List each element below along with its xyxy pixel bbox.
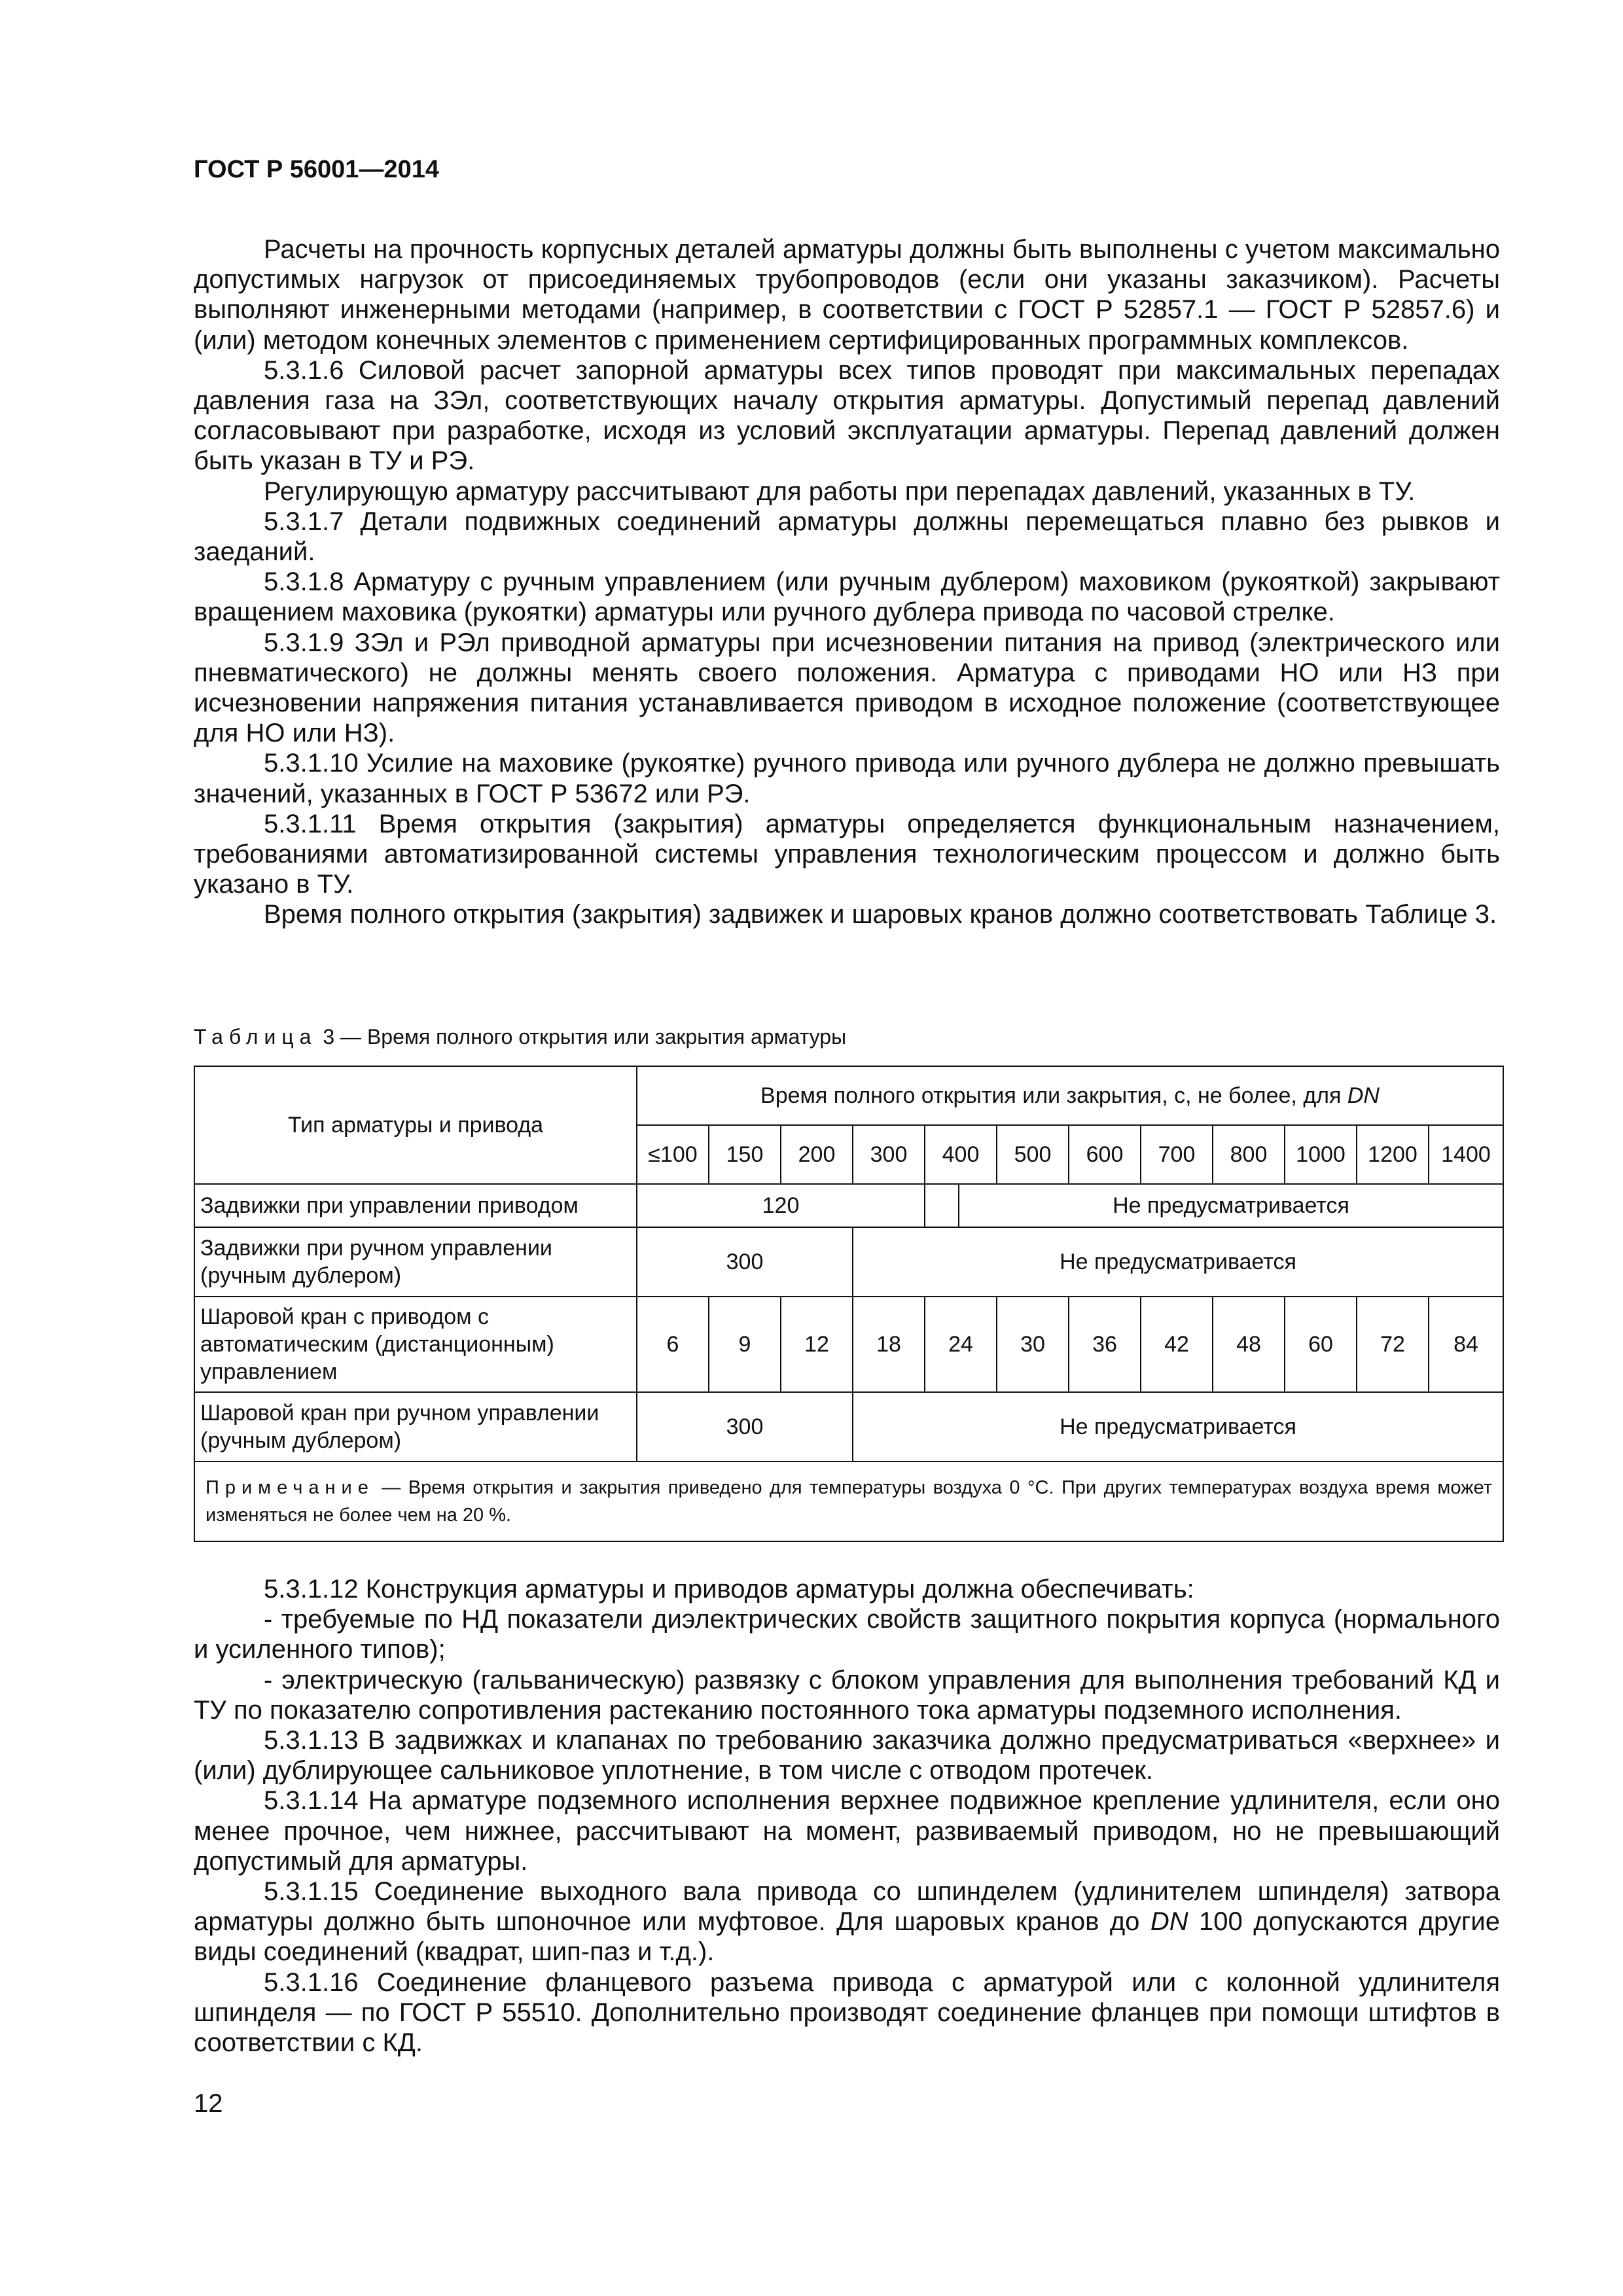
- table-row: [194, 1184, 1503, 1227]
- table-note-text: — Время открытия и закрытия приведено для температуры воздуха 0 °С. При других температурах воздуха время может изменяться не более чем на 20 %.: [205, 1477, 1492, 1526]
- dn-cell: 500: [997, 1125, 1069, 1184]
- body-text-lower: [194, 1574, 1500, 2058]
- row-cell: 72: [1357, 1297, 1429, 1392]
- list-item: - требуемые по НД показатели диэлектрических свойств защитного покрытия корпуса (нормального и усиленного типов);: [194, 1605, 1500, 1664]
- paragraph: 5.3.1.13 В задвижках и клапанах по требованию заказчика должно предусматриваться «верхнее» и (или) дублирующее сальниковое уплотнение, в том числе с отводом протечек.: [194, 1726, 1500, 1785]
- paragraph: 5.3.1.8 Арматуру с ручным управлением (или ручным дублером) маховиком (рукояткой) закрывают вращением маховика (рукоятки) арматуры или ручного дублера привода по часовой стрелке.: [194, 567, 1500, 627]
- group-header-dn: DN: [1347, 1083, 1380, 1108]
- dn-cell: 200: [781, 1125, 853, 1184]
- paragraph-part: 100 допускаются другие виды соединений (квадрат, шип-паз и т.д.).: [194, 1907, 1501, 1967]
- table-header-row: [194, 1066, 1503, 1125]
- paragraph: 5.3.1.11 Время открытия (закрытия) арматуры определяется функциональным назначением, требованиями автоматизированной системы управления технологическим процессом и должно быть указано в ТУ.: [194, 809, 1500, 899]
- row-cell: 36: [1069, 1297, 1141, 1392]
- dn-cell: 600: [1069, 1125, 1141, 1184]
- row-label: Задвижки при управлении приводом: [194, 1184, 637, 1227]
- row-cell: 6: [637, 1297, 709, 1392]
- group-header-text: Время полного открытия или закрытия, с, не более, для: [760, 1083, 1347, 1108]
- row-cell: 60: [1285, 1297, 1357, 1392]
- dn-cell: 1400: [1429, 1125, 1503, 1184]
- time-table: [194, 1066, 1504, 1542]
- row-cell: 42: [1141, 1297, 1213, 1392]
- table-caption: [194, 1025, 846, 1049]
- row-na: Не предусматривается: [853, 1392, 1503, 1462]
- dn-cell: 300: [853, 1125, 925, 1184]
- row-value: 300: [637, 1227, 853, 1297]
- row-value: 300: [637, 1392, 853, 1462]
- table-row: [194, 1392, 1503, 1462]
- dn-cell: 800: [1213, 1125, 1285, 1184]
- list-item: - электрическую (гальваническую) развязку с блоком управления для выполнения требований КД и ТУ по показателю сопротивления растеканию постоянного тока арматуры подземного исполнения.: [194, 1665, 1500, 1725]
- table-note-row: [194, 1462, 1503, 1541]
- paragraph: Регулирующую арматуру рассчитывают для работы при перепадах давлений, указанных в ТУ.: [264, 476, 1416, 506]
- table-note-label: Примечание: [205, 1477, 374, 1498]
- table-note: [194, 1462, 1503, 1541]
- paragraph: 5.3.1.7 Детали подвижных соединений арматуры должны перемещаться плавно без рывков и заеданий.: [194, 507, 1500, 567]
- paragraph: Время полного открытия (закрытия) задвижек и шаровых кранов должно соответствовать Таблице 3.: [264, 900, 1497, 929]
- row-cell: 9: [709, 1297, 781, 1392]
- row-label: Шаровой кран при ручном управлении (ручным дублером): [194, 1392, 637, 1462]
- row-label: Задвижки при ручном управлении (ручным дублером): [194, 1227, 637, 1297]
- paragraph: 5.3.1.10 Усилие на маховике (рукоятке) ручного привода или ручного дублера не должно превышать значений, указанных в ГОСТ Р 53672 или РЭ.: [194, 749, 1500, 808]
- col-type-header: Тип арматуры и привода: [194, 1066, 637, 1184]
- row-value-text: 120: [762, 1193, 800, 1218]
- group-header: [637, 1066, 1503, 1125]
- paragraph-part: 5.3.1.15 Соединение выходного вала привода со шпинделем (удлинителем шпинделя) затвора арматуры должно быть шпоночное или муфтовое. Для шаровых кранов до: [194, 1877, 1500, 1937]
- page-number: 12: [194, 2089, 223, 2118]
- paragraph: 5.3.1.16 Соединение фланцевого разъема привода с арматурой или с колонной удлинителя шпинделя — по ГОСТ Р 55510. Дополнительно производят соединение фланцев при помощи штифтов в соответствии с КД.: [194, 1967, 1500, 2058]
- table-row: [194, 1227, 1503, 1297]
- row-na: Не предусматривается: [853, 1227, 1503, 1297]
- dn-cell: 700: [1141, 1125, 1213, 1184]
- paragraph: [194, 1876, 1500, 1967]
- row-value: [637, 1184, 925, 1227]
- paragraph: 5.3.1.6 Силовой расчет запорной арматуры всех типов проводят при максимальных перепадах давления газа на ЗЭл, соответствующих началу открытия арматуры. Допустимый перепад давлений согласовывают при разработке, исходя из условий эксплуатации арматуры. Перепад давлений должен быть указан в ТУ и РЭ.: [194, 355, 1500, 476]
- row-cell: 18: [853, 1297, 925, 1392]
- row-cell: 84: [1429, 1297, 1503, 1392]
- row-na: Не предусматривается: [925, 1184, 1503, 1227]
- document-header: ГОСТ Р 56001—2014: [194, 156, 439, 183]
- body-text-upper: [194, 234, 1500, 930]
- row-value-border: [958, 1183, 959, 1228]
- row-cell: 30: [997, 1297, 1069, 1392]
- dn-cell: 400: [925, 1125, 997, 1184]
- dn-cell: 150: [709, 1125, 781, 1184]
- dn-cell: ≤100: [637, 1125, 709, 1184]
- paragraph: 5.3.1.12 Конструкция арматуры и приводов арматуры должна обеспечивать:: [264, 1575, 1194, 1604]
- table-caption-label: Таблица: [194, 1025, 317, 1049]
- row-cell: 12: [781, 1297, 853, 1392]
- dn-cell: 1200: [1357, 1125, 1429, 1184]
- row-cell: 24: [925, 1297, 997, 1392]
- paragraph: 5.3.1.9 ЗЭл и РЭл приводной арматуры при исчезновении питания на привод (электрического или пневматического) не должны менять своего положения. Арматура с приводами НО или НЗ при исчезновении напряжения питания устанавливается приводом в исходное положение (соответствующее для НО или НЗ).: [194, 628, 1500, 748]
- paragraph: Расчеты на прочность корпусных деталей арматуры должны быть выполнены с учетом максимально допустимых нагрузок от присоединяемых трубопроводов (если они указаны заказчиком). Расчеты выполняют инженерными методами (например, в соответствии с ГОСТ Р 52857.1 — ГОСТ Р 52857.6) и (или) методом конечных элементов с применением сертифицированных программных комплексов.: [194, 235, 1500, 355]
- row-label: Шаровой кран с приводом с автоматическим (дистанционным) управлением: [194, 1297, 637, 1392]
- table-row: [194, 1297, 1503, 1392]
- dn-symbol: DN: [1150, 1907, 1188, 1937]
- paragraph: 5.3.1.14 На арматуре подземного исполнения верхнее подвижное крепление удлинителя, если оно менее прочное, чем нижнее, рассчитывают на момент, развиваемый приводом, но не превышающий допустимый для арматуры.: [194, 1786, 1500, 1876]
- row-cell: 48: [1213, 1297, 1285, 1392]
- table-caption-text: 3 — Время полного открытия или закрытия арматуры: [317, 1025, 847, 1049]
- dn-cell: 1000: [1285, 1125, 1357, 1184]
